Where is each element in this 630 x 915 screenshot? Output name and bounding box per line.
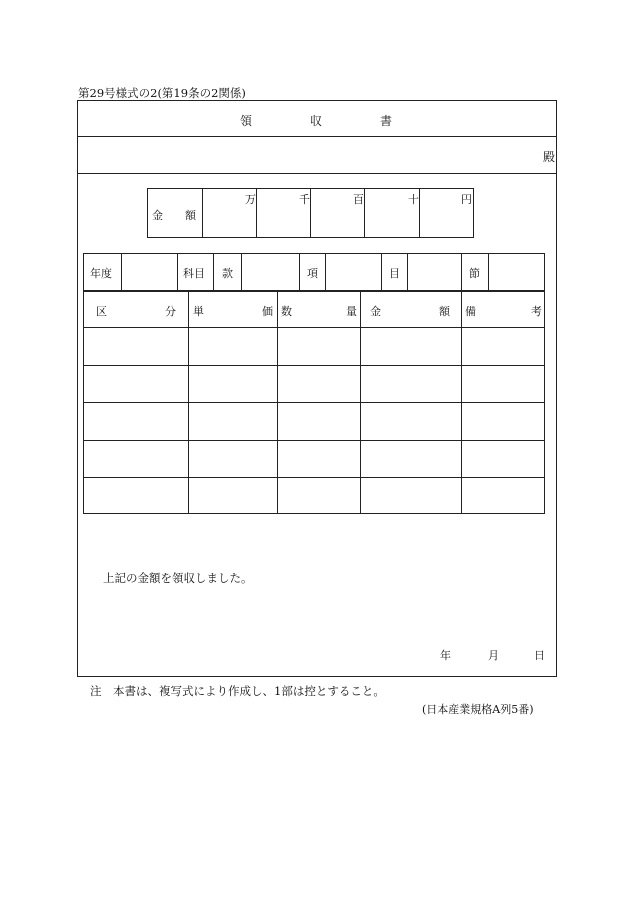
header-char: 分 [165,305,176,318]
unit-man: 万 [245,193,256,206]
table-cell[interactable] [279,329,358,363]
footnote: 注 本書は、複写式により作成し、1部は控とすること。 [90,684,385,698]
budget-divider [381,253,382,291]
table-cell[interactable] [362,442,459,475]
budget-divider [241,253,242,291]
kan-field[interactable] [243,256,297,288]
table-cell[interactable] [279,479,358,512]
unit-juu: 十 [408,193,419,206]
table-cell[interactable] [85,329,186,363]
budget-divider [488,253,489,291]
date-month-label: 月 [488,649,499,662]
table-cell[interactable] [190,329,275,363]
addressee-suffix: 殿 [543,150,556,164]
moku-label: 目 [389,267,400,280]
table-cell[interactable] [463,329,543,363]
amount-sen-field[interactable] [258,205,308,235]
header-char: 数 [281,305,292,318]
table-cell[interactable] [362,404,459,438]
header-suryo [281,303,357,319]
budget-divider [461,253,462,291]
table-cell[interactable] [190,367,275,400]
header-char: 価 [262,305,273,318]
addressee-field[interactable] [82,142,532,168]
header-kubun [96,303,176,319]
kan-label: 款 [222,267,233,280]
title [240,112,392,129]
nendo-field[interactable] [123,256,175,288]
amount-juu-field[interactable] [366,205,417,235]
unit-en: 円 [461,193,472,206]
amount-label-char: 額 [185,209,196,222]
date-year-label: 年 [440,649,451,662]
amount-divider [364,188,365,238]
table-cell[interactable] [463,367,543,400]
budget-divider [325,253,326,291]
amount-hyaku-field[interactable] [312,205,362,235]
budget-divider [407,253,408,291]
amount-label-char: 金 [152,209,163,222]
table-cell[interactable] [85,442,186,475]
table-cell[interactable] [362,479,459,512]
date-day-label: 日 [534,649,545,662]
table-cell[interactable] [463,404,543,438]
table-cell[interactable] [279,367,358,400]
amount-divider [419,188,420,238]
header-char: 金 [370,305,381,318]
title-char: 書 [379,114,392,128]
setsu-label: 節 [469,267,480,280]
unit-hyaku: 百 [353,193,364,206]
table-cell[interactable] [463,442,543,475]
form-number: 第29号様式の2(第19条の2関係) [78,86,246,100]
budget-divider [121,253,122,291]
setsu-field[interactable] [490,256,543,288]
budget-divider [213,253,214,291]
table-divider [83,365,545,366]
divider [77,136,557,137]
table-divider [83,402,545,403]
table-cell[interactable] [85,404,186,438]
receipt-statement: 上記の金額を領収しました。 [103,571,253,585]
header-char: 区 [96,305,107,318]
date-month-field[interactable] [454,642,486,664]
kou-label: 項 [307,267,318,280]
divider [77,173,557,174]
date-year-field[interactable] [400,642,438,664]
date-day-field[interactable] [502,642,532,664]
amount-label [152,207,196,223]
title-char: 収 [309,114,322,128]
kou-field[interactable] [327,256,379,288]
table-cell[interactable] [362,329,459,363]
header-char: 備 [465,305,476,318]
table-divider [83,440,545,441]
table-cell[interactable] [279,404,358,438]
amount-divider [256,188,257,238]
title-char: 領 [240,114,253,128]
table-divider [83,327,545,328]
unit-sen: 千 [299,193,310,206]
header-char: 考 [531,305,542,318]
nendo-label: 年度 [90,267,112,280]
table-cell[interactable] [85,479,186,512]
amount-en-field[interactable] [421,205,472,235]
header-char: 単 [193,305,204,318]
amount-divider [310,188,311,238]
table-divider [83,477,545,478]
kamoku-label: 科目 [183,267,205,280]
budget-divider [299,253,300,291]
header-char: 量 [346,305,357,318]
budget-divider [177,253,178,291]
table-cell[interactable] [463,479,543,512]
table-cell[interactable] [190,479,275,512]
amount-man-field[interactable] [204,205,254,235]
paper-size-note: (日本産業規格A列5番) [422,703,534,716]
moku-field[interactable] [409,256,459,288]
header-char: 額 [439,305,450,318]
header-tanka [193,303,273,319]
amount-divider [202,188,203,238]
header-kingaku [370,303,450,319]
table-cell[interactable] [85,367,186,400]
header-biko [465,303,542,319]
table-cell[interactable] [279,442,358,475]
table-cell[interactable] [190,442,275,475]
table-cell[interactable] [362,367,459,400]
table-cell[interactable] [190,404,275,438]
